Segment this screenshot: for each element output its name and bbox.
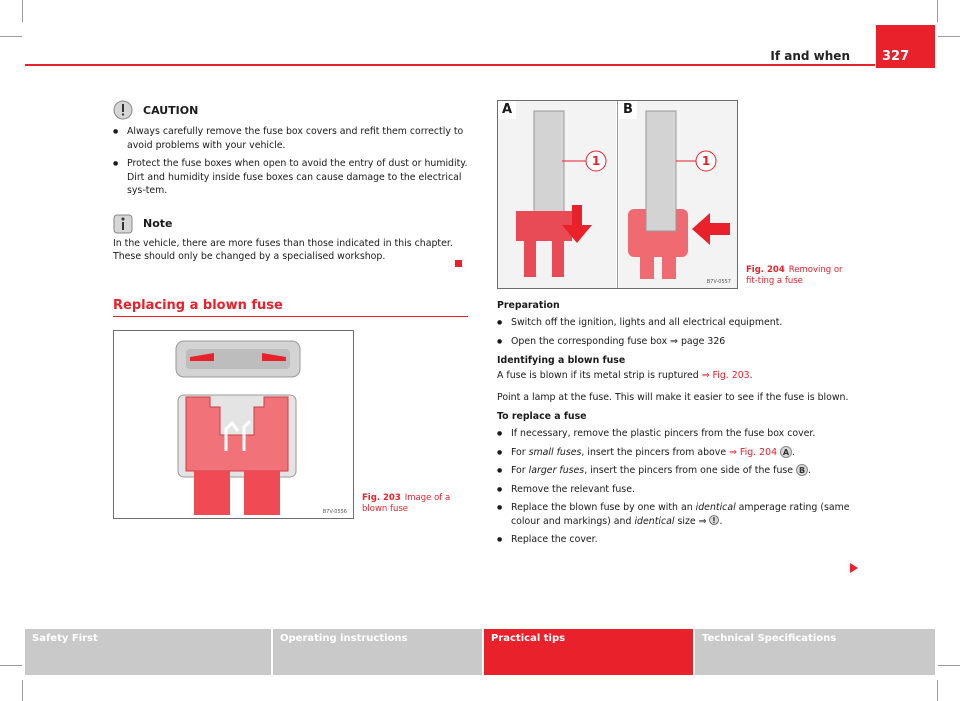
figure-203-text: Image of a blown fuse: [362, 493, 451, 514]
exclamation-icon: [113, 100, 133, 120]
identify-heading: Identifying a blown fuse: [497, 355, 626, 366]
identify-text-end: .: [749, 370, 753, 381]
section-title: Replacing a blown fuse: [113, 298, 283, 313]
replace-item-text: For: [511, 465, 529, 476]
note-heading: [113, 214, 469, 234]
identify-text-2: Point a lamp at the fuse. This will make it easier to see if the fuse is blown.: [497, 391, 849, 403]
replace-item-emphasis: small fuses: [528, 446, 582, 458]
preparation-item: ● Switch off the ignition, lights and all electrical equipment.: [497, 316, 867, 330]
replace-item: ● Replace the blown fuse by one with an identical amperage rating (same colour and markings) and identical size ⇒ .: [497, 501, 867, 528]
callout-number: 1: [591, 154, 601, 168]
tab-safety-first[interactable]: Safety First: [25, 629, 271, 675]
identify-text-start: A fuse is blown if its metal strip is ruptured: [497, 370, 702, 381]
replace-item: ● For larger fuses, insert the pincers from one side of the fuse B .: [497, 464, 867, 478]
replace-item-text: amperage rating (same colour and markings) and: [511, 502, 850, 527]
page-number: 327: [876, 25, 935, 68]
replace-item-emphasis: larger fuses: [528, 465, 585, 476]
figure-blown-fuse: [113, 330, 354, 519]
preparation-list: [497, 316, 867, 348]
replace-item: ● If necessary, remove the plastic pincers from the fuse box cover.: [497, 427, 867, 441]
preparation-heading: Preparation: [497, 300, 560, 311]
caution-item: ● Protect the fuse boxes when open to avoid the entry of dust or humidity. Dirt and humidity inside fuse boxes can cause damage to the electrical sys-tem.: [113, 157, 469, 198]
figure-204-number: Fig. 204: [746, 265, 785, 275]
crop-mark: [938, 36, 960, 37]
caution-heading: [113, 100, 469, 120]
replace-item-text: Replace the blown fuse by one with an: [511, 502, 696, 513]
panel-label-a: A: [498, 101, 516, 119]
tab-practical-tips[interactable]: Practical tips: [484, 629, 693, 675]
crop-mark: [937, 680, 938, 701]
replace-item: ● For small fuses, insert the pincers from above ⇒ Fig. 204 A .: [497, 446, 867, 460]
figure-code: B7V-0556: [322, 509, 347, 515]
replace-list: [497, 427, 867, 547]
preparation-item: ● Open the corresponding fuse box ⇒ page 326: [497, 335, 867, 349]
replace-item-text: , insert the pincers from one side of the fuse: [584, 465, 797, 476]
replace-item-text: For: [511, 446, 529, 458]
caution-item: ● Always carefully remove the fuse box covers and refit them correctly to avoid problems with your vehicle.: [113, 125, 469, 152]
figure-204-text: Removing or fit-ting a fuse: [746, 265, 843, 286]
crop-mark: [22, 0, 23, 22]
right-column: [497, 300, 867, 547]
fuse-pincers-illustration: [498, 101, 738, 289]
left-column: [113, 100, 469, 264]
note-title: Note: [143, 217, 173, 230]
crop-mark: [937, 0, 938, 22]
figure-204-caption: [746, 265, 856, 287]
crop-mark: [22, 680, 23, 701]
running-title: If and when: [770, 49, 850, 63]
replace-item-emphasis: identical: [695, 502, 736, 513]
crop-mark: [0, 665, 22, 666]
tab-technical-specifications[interactable]: Technical Specifications: [695, 629, 935, 675]
figure-203-caption: [362, 493, 462, 515]
figure-203-link[interactable]: ⇒ Fig. 203: [701, 370, 750, 381]
replace-item-emphasis: identical: [634, 515, 675, 527]
replace-heading: To replace a fuse: [497, 411, 587, 422]
figure-204-link[interactable]: ⇒ Fig. 204: [729, 446, 778, 458]
footer-tabs: [25, 629, 935, 675]
figure-code: B7V-0557: [706, 279, 731, 285]
replace-item: ● Remove the relevant fuse.: [497, 483, 867, 497]
tab-operating-instructions[interactable]: Operating instructions: [273, 629, 482, 675]
label-badge-a: A: [780, 446, 792, 458]
note-text: In the vehicle, there are more fuses than those indicated in this chapter. These should only be changed by a specialised workshop.: [113, 237, 453, 262]
panel-label-b: B: [619, 101, 637, 119]
label-badge-b: B: [796, 464, 808, 476]
crop-mark: [938, 665, 960, 666]
blown-fuse-illustration: [114, 331, 354, 519]
identify-text: [497, 369, 867, 383]
section-rule: [113, 316, 468, 317]
header-rule: [25, 64, 875, 66]
figure-remove-fuse: [497, 100, 738, 289]
figure-203-number: Fig. 203: [362, 493, 401, 503]
crop-mark: [0, 36, 22, 37]
replace-item: ● Replace the cover.: [497, 533, 867, 547]
replace-item-text: , insert the pincers from above: [581, 446, 730, 458]
section-end-mark: [455, 260, 462, 267]
caution-list: [113, 125, 469, 198]
continue-arrow-icon: [850, 563, 858, 573]
caution-title: CAUTION: [143, 103, 199, 117]
caution-ref-icon[interactable]: [709, 515, 719, 525]
replace-item-text: size ⇒: [674, 515, 710, 527]
callout-number: 1: [701, 154, 711, 168]
info-icon: [113, 214, 133, 234]
